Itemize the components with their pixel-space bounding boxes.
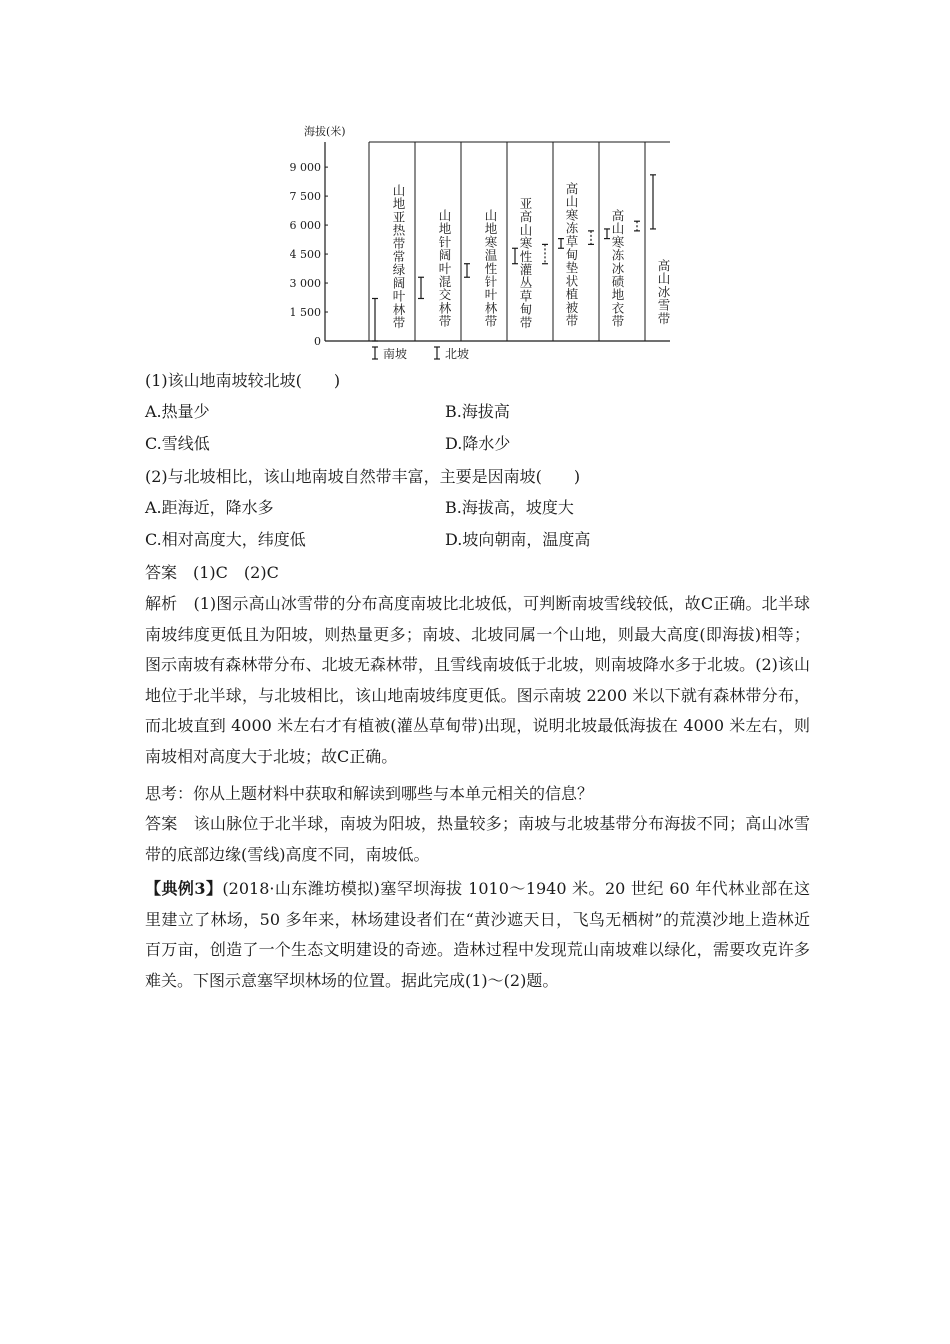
legend bbox=[372, 346, 469, 361]
belt-label: 高山冰雪带 bbox=[657, 258, 670, 326]
q2-option-d: D.坡向朝南，温度高 bbox=[445, 530, 591, 549]
q1-option-d: D.降水少 bbox=[445, 434, 511, 453]
example-text: (2018·山东潍坊模拟)塞罕坝海拔 1010～1940 米。20 世纪 60 年代林业部在这里建立了林场，50 多年来，林场建设者们在“黄沙遮天日，飞鸟无栖树”的荒漠沙地上造林近百万亩，创造了一个生态文明建设的奇迹。造林过程中发现荒山南坡难以绿化，需要攻克许多难关。下图示意塞罕坝林场的位置。据此完成(1)～(2)题。 bbox=[145, 879, 810, 990]
y-tick-label: 4 500 bbox=[290, 248, 321, 262]
north-slope-bar bbox=[542, 244, 548, 263]
south-slope-bar bbox=[558, 239, 564, 249]
legend-north-label: 北坡 bbox=[445, 347, 470, 361]
analysis-paragraph: 解析 (1)图示高山冰雪带的分布高度南坡比北坡低，可判断南坡雪线较低，故C正确。北半球南坡纬度更低且为阳坡，则热量更多；南坡、北坡同属一个山地，则最大高度(即海拔)相等；图示南坡有森林带分布、北坡无森林带，且雪线南坡低于北坡，则南坡降水多于北坡。(2)该山地位于北半球，与北坡相比，该山地南坡纬度更低。图示南坡 2200 米以下就有森林带分布，而北坡直到 4000 米左右才有植被(灌丛草甸带)出现，说明北坡最低海拔在 4000 米左右，则南坡相对高度大于北坡；故C正确。 bbox=[145, 594, 810, 766]
belt-label: 山地针阔叶混交林带 bbox=[438, 208, 452, 329]
belt-label: 山地亚热带常绿阔叶林带 bbox=[392, 183, 406, 330]
q1-option-b: B.海拔高 bbox=[445, 402, 510, 421]
south-slope-bar bbox=[372, 298, 378, 341]
belt-columns bbox=[393, 181, 670, 330]
q1-option-a: A.热量少 bbox=[145, 402, 210, 421]
north-slope-bar bbox=[634, 221, 640, 231]
south-slope-bar bbox=[650, 175, 656, 229]
legend-south-marker bbox=[372, 347, 378, 359]
y-tick-label: 6 000 bbox=[290, 219, 321, 233]
altitude-belt-chart bbox=[290, 120, 670, 365]
think-question: 思考：你从上题材料中获取和解读到哪些与本单元相关的信息？ bbox=[145, 784, 594, 803]
south-slope-bar bbox=[464, 264, 470, 278]
q2-option-b: B.海拔高，坡度大 bbox=[445, 498, 574, 517]
legend-north-marker bbox=[434, 347, 440, 359]
belt-label: 高山寒冻冰碛地衣带 bbox=[611, 208, 625, 329]
y-tick-label: 1 500 bbox=[290, 306, 321, 320]
y-tick-label: 0 bbox=[314, 335, 321, 348]
answer-2-paragraph: 答案 该山脉位于北半球，南坡为阳坡，热量较多；南坡与北坡基带分布海拔不同；高山冰雪带的底部边缘(雪线)高度不同，南坡低。 bbox=[145, 814, 810, 864]
q1-option-c: C.雪线低 bbox=[145, 434, 210, 453]
belt-label: 亚高山寒性灌丛草甸带 bbox=[519, 196, 533, 330]
south-slope-bar bbox=[418, 277, 424, 298]
y-axis-ticks bbox=[290, 161, 328, 348]
y-tick-label: 7 500 bbox=[290, 190, 321, 204]
y-tick-label: 9 000 bbox=[290, 161, 321, 175]
q2-option-c: C.相对高度大，纬度低 bbox=[145, 530, 306, 549]
question-1-stem: (1)该山地南坡较北坡( ) bbox=[145, 371, 341, 390]
north-slope-bar bbox=[588, 231, 594, 245]
south-slope-bar bbox=[512, 248, 518, 263]
y-axis-label: 海拔(米) bbox=[304, 125, 346, 138]
q2-option-a: A.距海近，降水多 bbox=[145, 498, 274, 517]
example-tag: 【典例3】 bbox=[145, 879, 223, 898]
example-3-paragraph bbox=[145, 874, 810, 996]
belt-label: 高山寒冻草甸垫状植被带 bbox=[565, 181, 579, 328]
question-2-stem: (2)与北坡相比，该山地南坡自然带丰富，主要是因南坡( ) bbox=[145, 467, 581, 486]
answer-1: 答案 (1)C (2)C bbox=[145, 563, 279, 582]
south-slope-bar bbox=[604, 229, 610, 239]
legend-south-label: 南坡 bbox=[383, 347, 408, 361]
y-tick-label: 3 000 bbox=[290, 277, 321, 291]
belt-label: 山地寒温性针叶林带 bbox=[484, 208, 498, 329]
